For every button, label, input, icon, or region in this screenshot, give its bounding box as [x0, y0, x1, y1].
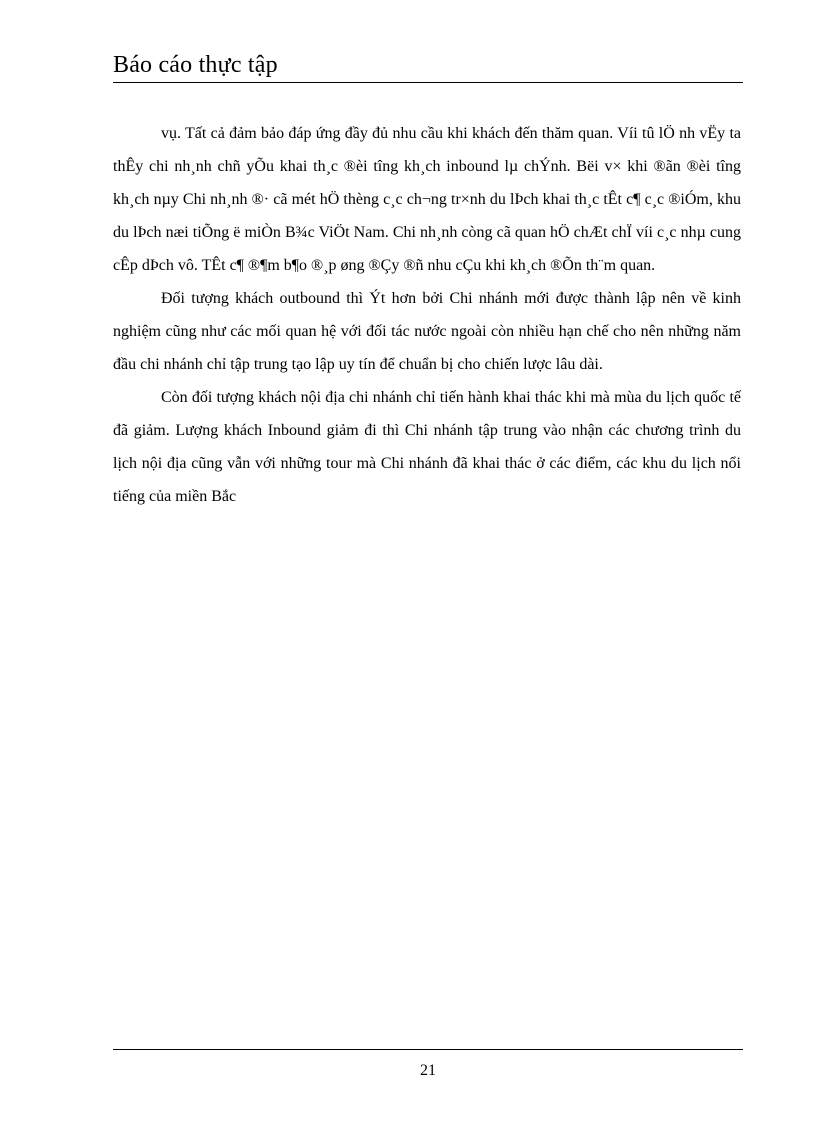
paragraph-3: Còn đối tượng khách nội địa chi nhánh chỉ tiến hành khai thác khi mà mùa du lịch quốc tế đã giảm. Lượng khách Inbound giảm đi thì Chi nhánh tập trung vào nhận các chương trình du lịch nội địa cũng vẫn với những tour mà Chi nhánh đã khai thác ở các điểm, các khu du lịch nổi tiếng của miền Bắc: [113, 389, 741, 505]
page-number: 21: [420, 1062, 436, 1079]
body-text: [113, 117, 741, 513]
footer-divider: [113, 1049, 743, 1050]
paragraph-1: vụ. Tất cả đảm bảo đáp ứng đầy đủ nhu cầu khi khách đến thăm quan. Víi tû lÖ nh vËy ta thÊy chi nh¸nh chñ yÕu khai th¸c ®èi tîng kh¸ch inbound lµ chÝnh. Bëi v× khi ®ãn ®èi tîng kh¸ch nµy Chi nh¸nh ®· cã mét hÖ thèng c¸c ch¬ng tr×nh du lÞch khai th¸c tÊt c¶ c¸c ®iÓm, khu du lÞch næi tiÕng ë miÒn B¾c ViÖt Nam. Chi nh¸nh còng cã quan hÖ chÆt chÏ víi c¸c nhµ cung cÊp dÞch vô. TÊt c¶ ®¶m b¶o ®¸p øng ®Çy ®ñ nhu cÇu khi kh¸ch ®Õn th¨m quan.: [113, 125, 741, 274]
header-title: Báo cáo thực tập: [113, 52, 278, 78]
page-header: [113, 50, 743, 80]
header-divider: [113, 82, 743, 83]
paragraph-2: Đối tượng khách outbound thì Ýt hơn bởi Chi nhánh mới được thành lập nên về kinh nghiệm cũng như các mối quan hệ với đối tác nước ngoài còn nhiều hạn chế cho nên những năm đầu chi nhánh chỉ tập trung tạo lập uy tín để chuẩn bị cho chiến lược lâu dài.: [113, 290, 741, 373]
